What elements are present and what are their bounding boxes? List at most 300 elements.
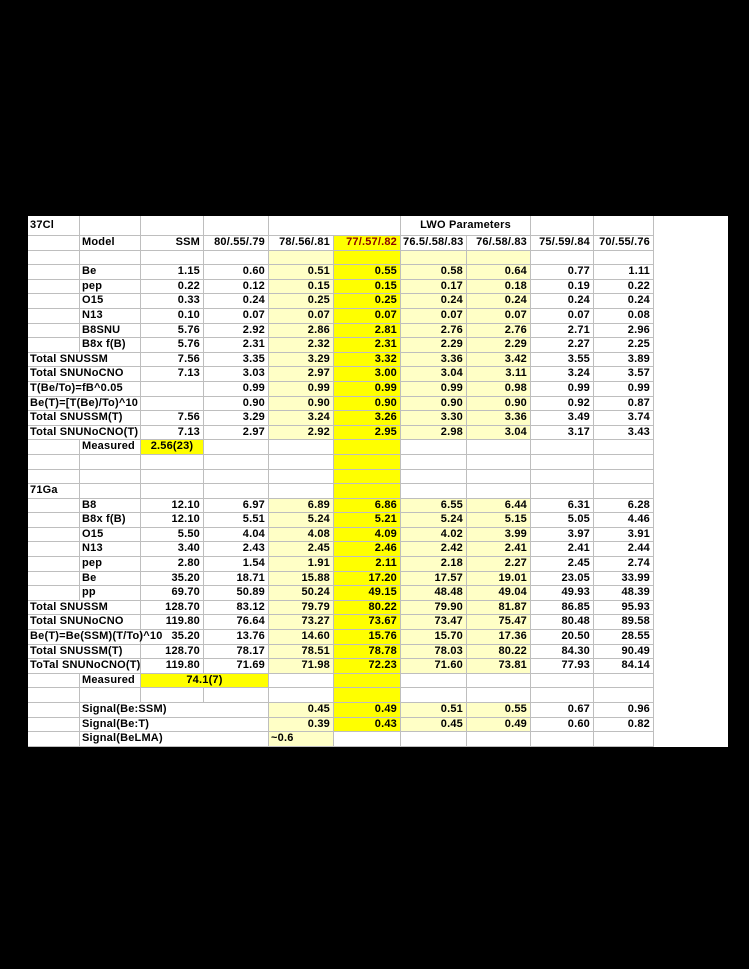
value-cell[interactable]: 73.81: [467, 659, 531, 674]
value-cell[interactable]: 17.36: [467, 630, 531, 645]
sheet-cell[interactable]: [28, 338, 80, 353]
sheet-cell[interactable]: [141, 688, 204, 703]
value-cell[interactable]: 71.69: [204, 659, 269, 674]
row-label[interactable]: [28, 426, 141, 441]
value-cell[interactable]: 2.97: [204, 426, 269, 441]
sheet-cell[interactable]: [467, 455, 531, 470]
value-cell[interactable]: 2.32: [269, 338, 334, 353]
value-cell[interactable]: 2.97: [269, 367, 334, 382]
value-cell[interactable]: 0.43: [334, 718, 401, 733]
sheet-cell[interactable]: [28, 455, 80, 470]
row-label[interactable]: O15: [80, 294, 141, 309]
sheet-cell[interactable]: [334, 470, 401, 485]
sheet-cell[interactable]: [28, 280, 80, 295]
sheet-cell[interactable]: [28, 251, 80, 266]
value-cell[interactable]: 0.07: [467, 309, 531, 324]
value-cell[interactable]: 71.98: [269, 659, 334, 674]
value-cell[interactable]: 3.29: [269, 353, 334, 368]
value-cell[interactable]: 3.36: [401, 353, 467, 368]
value-cell[interactable]: 2.80: [141, 557, 204, 572]
value-cell[interactable]: 2.18: [401, 557, 467, 572]
sheet-cell[interactable]: [467, 440, 531, 455]
sheet-cell[interactable]: [80, 470, 141, 485]
value-cell[interactable]: 5.50: [141, 528, 204, 543]
sheet-cell[interactable]: [594, 674, 654, 689]
value-cell[interactable]: 3.29: [204, 411, 269, 426]
sheet-cell[interactable]: [204, 251, 269, 266]
value-cell[interactable]: 2.45: [269, 542, 334, 557]
sheet-cell[interactable]: [594, 455, 654, 470]
sheet-cell[interactable]: [141, 251, 204, 266]
row-label[interactable]: B8x f(B): [80, 338, 141, 353]
sheet-cell[interactable]: [28, 499, 80, 514]
value-cell[interactable]: 0.49: [334, 703, 401, 718]
value-cell[interactable]: 14.60: [269, 630, 334, 645]
value-cell[interactable]: 0.17: [401, 280, 467, 295]
sheet-cell[interactable]: [141, 470, 204, 485]
sheet-cell[interactable]: [467, 674, 531, 689]
sheet-cell[interactable]: [28, 236, 80, 251]
value-cell[interactable]: 0.25: [334, 294, 401, 309]
row-label[interactable]: B8SNU: [80, 324, 141, 339]
value-cell[interactable]: 1.15: [141, 265, 204, 280]
section-label-37cl[interactable]: 37Cl: [28, 216, 80, 236]
measured-value[interactable]: 2.56(23): [141, 440, 204, 455]
sheet-cell[interactable]: [28, 586, 80, 601]
sheet-cell[interactable]: [467, 251, 531, 266]
value-cell[interactable]: 90.49: [594, 645, 654, 660]
value-cell[interactable]: 0.39: [269, 718, 334, 733]
value-cell[interactable]: 2.11: [334, 557, 401, 572]
value-cell[interactable]: 3.43: [594, 426, 654, 441]
value-cell[interactable]: 0.22: [141, 280, 204, 295]
value-cell[interactable]: 3.32: [334, 353, 401, 368]
value-cell[interactable]: 0.07: [401, 309, 467, 324]
value-cell[interactable]: 79.90: [401, 601, 467, 616]
value-cell[interactable]: 23.05: [531, 572, 594, 587]
value-cell[interactable]: 6.86: [334, 499, 401, 514]
value-cell[interactable]: 3.57: [594, 367, 654, 382]
sheet-cell[interactable]: [334, 251, 401, 266]
value-cell[interactable]: 95.93: [594, 601, 654, 616]
sheet-cell[interactable]: [401, 470, 467, 485]
value-cell[interactable]: 2.29: [401, 338, 467, 353]
value-cell[interactable]: 0.90: [467, 397, 531, 412]
sheet-cell[interactable]: [204, 470, 269, 485]
value-cell[interactable]: 128.70: [141, 601, 204, 616]
value-cell[interactable]: 6.97: [204, 499, 269, 514]
row-label[interactable]: [28, 411, 141, 426]
value-cell[interactable]: 0.07: [204, 309, 269, 324]
sheet-cell[interactable]: [141, 455, 204, 470]
sheet-cell[interactable]: [401, 674, 467, 689]
row-label[interactable]: Measured: [80, 674, 141, 689]
value-cell[interactable]: 73.47: [401, 615, 467, 630]
sheet-cell[interactable]: [141, 382, 204, 397]
value-cell[interactable]: 3.04: [467, 426, 531, 441]
value-cell[interactable]: 71.60: [401, 659, 467, 674]
sheet-cell[interactable]: [594, 688, 654, 703]
sheet-cell[interactable]: [594, 732, 654, 747]
value-cell[interactable]: 0.07: [531, 309, 594, 324]
value-cell[interactable]: 3.04: [401, 367, 467, 382]
section-label[interactable]: 71Ga: [28, 484, 80, 499]
value-cell[interactable]: 3.74: [594, 411, 654, 426]
sheet-cell[interactable]: [401, 440, 467, 455]
value-cell[interactable]: 0.99: [531, 382, 594, 397]
value-cell[interactable]: 13.76: [204, 630, 269, 645]
value-cell[interactable]: 3.97: [531, 528, 594, 543]
value-cell[interactable]: 4.09: [334, 528, 401, 543]
row-label[interactable]: O15: [80, 528, 141, 543]
value-cell[interactable]: 3.89: [594, 353, 654, 368]
value-cell[interactable]: 69.70: [141, 586, 204, 601]
value-cell[interactable]: 48.39: [594, 586, 654, 601]
value-cell[interactable]: 7.13: [141, 426, 204, 441]
value-cell[interactable]: 6.89: [269, 499, 334, 514]
value-cell[interactable]: 2.44: [594, 542, 654, 557]
row-label[interactable]: pp: [80, 586, 141, 601]
sheet-cell[interactable]: [594, 216, 654, 236]
value-cell[interactable]: 128.70: [141, 645, 204, 660]
sheet-cell[interactable]: [28, 572, 80, 587]
value-cell[interactable]: 0.51: [401, 703, 467, 718]
value-cell[interactable]: 0.18: [467, 280, 531, 295]
value-cell[interactable]: 48.48: [401, 586, 467, 601]
row-label[interactable]: pep: [80, 280, 141, 295]
value-cell[interactable]: 2.81: [334, 324, 401, 339]
value-cell[interactable]: 7.13: [141, 367, 204, 382]
sheet-cell[interactable]: [28, 557, 80, 572]
value-cell[interactable]: 76.64: [204, 615, 269, 630]
sheet-cell[interactable]: [531, 732, 594, 747]
value-cell[interactable]: 0.99: [401, 382, 467, 397]
column-header[interactable]: 76.5/.58/.83: [401, 236, 467, 251]
sheet-cell[interactable]: [334, 440, 401, 455]
value-cell[interactable]: 15.88: [269, 572, 334, 587]
sheet-cell[interactable]: [28, 542, 80, 557]
column-header[interactable]: SSM: [141, 236, 204, 251]
value-cell[interactable]: 49.04: [467, 586, 531, 601]
value-cell[interactable]: 2.86: [269, 324, 334, 339]
value-cell[interactable]: 0.51: [269, 265, 334, 280]
value-cell[interactable]: 4.08: [269, 528, 334, 543]
row-label[interactable]: N13: [80, 309, 141, 324]
value-cell[interactable]: 2.42: [401, 542, 467, 557]
value-cell[interactable]: 0.99: [334, 382, 401, 397]
row-label[interactable]: B8: [80, 499, 141, 514]
row-label[interactable]: Model: [80, 236, 141, 251]
sheet-cell[interactable]: [594, 440, 654, 455]
sheet-cell[interactable]: [141, 216, 204, 236]
sheet-cell[interactable]: [467, 732, 531, 747]
value-cell[interactable]: 5.24: [269, 513, 334, 528]
value-cell[interactable]: 3.36: [467, 411, 531, 426]
value-cell[interactable]: 3.24: [531, 367, 594, 382]
sheet-cell[interactable]: [28, 688, 80, 703]
value-cell[interactable]: 3.03: [204, 367, 269, 382]
sheet-cell[interactable]: [334, 688, 401, 703]
value-cell[interactable]: 2.27: [467, 557, 531, 572]
value-cell[interactable]: 2.41: [531, 542, 594, 557]
value-cell[interactable]: 0.24: [531, 294, 594, 309]
value-cell[interactable]: 5.76: [141, 324, 204, 339]
sheet-cell[interactable]: [28, 309, 80, 324]
row-label[interactable]: pep: [80, 557, 141, 572]
value-cell[interactable]: 18.71: [204, 572, 269, 587]
sheet-cell[interactable]: [204, 484, 269, 499]
value-cell[interactable]: 2.31: [204, 338, 269, 353]
value-cell[interactable]: 0.33: [141, 294, 204, 309]
value-cell[interactable]: 0.90: [269, 397, 334, 412]
sheet-cell[interactable]: [28, 440, 80, 455]
sheet-cell[interactable]: [80, 455, 141, 470]
value-cell[interactable]: 78.78: [334, 645, 401, 660]
value-cell[interactable]: 80.22: [334, 601, 401, 616]
value-cell[interactable]: 79.79: [269, 601, 334, 616]
sheet-cell[interactable]: [28, 294, 80, 309]
row-label[interactable]: [28, 659, 141, 674]
row-label[interactable]: Signal(Be:T): [80, 718, 269, 733]
row-label[interactable]: Measured: [80, 440, 141, 455]
sheet-cell[interactable]: [28, 732, 80, 747]
lwo-parameters-header[interactable]: LWO Parameters: [401, 216, 531, 236]
value-cell[interactable]: 15.70: [401, 630, 467, 645]
value-cell[interactable]: 3.00: [334, 367, 401, 382]
value-cell[interactable]: 78.17: [204, 645, 269, 660]
value-cell[interactable]: 28.55: [594, 630, 654, 645]
value-cell[interactable]: 3.91: [594, 528, 654, 543]
row-label[interactable]: Be(T)=Be(SSM)(T/To)^10: [28, 630, 141, 645]
sheet-cell[interactable]: [141, 484, 204, 499]
value-cell[interactable]: 0.92: [531, 397, 594, 412]
value-cell[interactable]: 5.76: [141, 338, 204, 353]
value-cell[interactable]: 5.24: [401, 513, 467, 528]
sheet-cell[interactable]: [401, 484, 467, 499]
sheet-cell[interactable]: [334, 455, 401, 470]
sheet-cell[interactable]: [141, 397, 204, 412]
value-cell[interactable]: 0.12: [204, 280, 269, 295]
column-header[interactable]: 76/.58/.83: [467, 236, 531, 251]
value-cell[interactable]: 0.45: [269, 703, 334, 718]
value-cell[interactable]: 3.24: [269, 411, 334, 426]
sheet-cell[interactable]: [531, 484, 594, 499]
value-cell[interactable]: 0.24: [401, 294, 467, 309]
column-header[interactable]: 75/.59/.84: [531, 236, 594, 251]
value-cell[interactable]: 2.25: [594, 338, 654, 353]
sheet-cell[interactable]: [594, 251, 654, 266]
value-cell[interactable]: 0.08: [594, 309, 654, 324]
sheet-cell[interactable]: [269, 688, 334, 703]
value-cell[interactable]: 2.41: [467, 542, 531, 557]
value-cell[interactable]: 84.30: [531, 645, 594, 660]
sheet-cell[interactable]: [531, 688, 594, 703]
sheet-cell[interactable]: [269, 251, 334, 266]
sheet-cell[interactable]: [80, 688, 141, 703]
value-cell[interactable]: 3.11: [467, 367, 531, 382]
row-label[interactable]: N13: [80, 542, 141, 557]
row-label[interactable]: Be(T)=[T(Be)/To)^10: [28, 397, 141, 412]
sheet-cell[interactable]: [28, 674, 80, 689]
sheet-cell[interactable]: [269, 484, 334, 499]
value-cell[interactable]: 0.90: [401, 397, 467, 412]
value-cell[interactable]: 78.51: [269, 645, 334, 660]
value-cell[interactable]: 7.56: [141, 353, 204, 368]
sheet-cell[interactable]: [269, 216, 401, 236]
row-label[interactable]: [28, 601, 141, 616]
value-cell[interactable]: 1.91: [269, 557, 334, 572]
value-cell[interactable]: 0.90: [334, 397, 401, 412]
value-cell[interactable]: 0.10: [141, 309, 204, 324]
value-cell[interactable]: 2.76: [467, 324, 531, 339]
value-cell[interactable]: 0.45: [401, 718, 467, 733]
value-cell[interactable]: 3.55: [531, 353, 594, 368]
sheet-cell[interactable]: [334, 674, 401, 689]
value-cell[interactable]: 5.15: [467, 513, 531, 528]
value-cell[interactable]: 77.93: [531, 659, 594, 674]
value-cell[interactable]: 0.07: [269, 309, 334, 324]
sheet-cell[interactable]: [467, 688, 531, 703]
value-cell[interactable]: 49.15: [334, 586, 401, 601]
sheet-cell[interactable]: [269, 455, 334, 470]
value-cell[interactable]: 17.20: [334, 572, 401, 587]
sheet-cell[interactable]: [467, 470, 531, 485]
value-cell[interactable]: 75.47: [467, 615, 531, 630]
sheet-cell[interactable]: [28, 265, 80, 280]
sheet-cell[interactable]: [204, 440, 269, 455]
sheet-cell[interactable]: [467, 484, 531, 499]
value-cell[interactable]: 0.90: [204, 397, 269, 412]
value-cell[interactable]: 0.98: [467, 382, 531, 397]
value-cell[interactable]: 3.99: [467, 528, 531, 543]
value-cell[interactable]: 2.74: [594, 557, 654, 572]
value-cell[interactable]: 81.87: [467, 601, 531, 616]
row-label[interactable]: [28, 353, 141, 368]
column-header[interactable]: 78/.56/.81: [269, 236, 334, 251]
sheet-cell[interactable]: [531, 440, 594, 455]
sheet-cell[interactable]: [269, 470, 334, 485]
value-cell[interactable]: 3.26: [334, 411, 401, 426]
measured-value[interactable]: 74.1(7): [141, 674, 269, 689]
column-header[interactable]: 80/.55/.79: [204, 236, 269, 251]
value-cell[interactable]: 50.24: [269, 586, 334, 601]
value-cell[interactable]: 4.46: [594, 513, 654, 528]
value-cell[interactable]: 0.67: [531, 703, 594, 718]
value-cell[interactable]: 0.55: [467, 703, 531, 718]
sheet-cell[interactable]: [204, 216, 269, 236]
value-cell[interactable]: 4.04: [204, 528, 269, 543]
value-cell[interactable]: 4.02: [401, 528, 467, 543]
value-cell[interactable]: 3.49: [531, 411, 594, 426]
sheet-cell[interactable]: [401, 732, 467, 747]
sheet-cell[interactable]: [531, 674, 594, 689]
value-cell[interactable]: 12.10: [141, 513, 204, 528]
value-cell[interactable]: 0.87: [594, 397, 654, 412]
value-cell[interactable]: 2.71: [531, 324, 594, 339]
row-label[interactable]: [28, 367, 141, 382]
row-label[interactable]: Signal(Be:SSM): [80, 703, 269, 718]
value-cell[interactable]: 2.46: [334, 542, 401, 557]
sheet-cell[interactable]: [334, 732, 401, 747]
value-cell[interactable]: 3.30: [401, 411, 467, 426]
row-label[interactable]: T(Be/To)=fB^0.05: [28, 382, 141, 397]
row-label[interactable]: [28, 615, 141, 630]
value-cell[interactable]: 0.64: [467, 265, 531, 280]
value-cell[interactable]: 1.54: [204, 557, 269, 572]
row-label[interactable]: Signal(BeLMA): [80, 732, 269, 747]
value-cell[interactable]: 3.42: [467, 353, 531, 368]
value-cell[interactable]: 0.24: [594, 294, 654, 309]
value-cell[interactable]: 0.24: [467, 294, 531, 309]
value-cell[interactable]: 2.31: [334, 338, 401, 353]
value-cell[interactable]: 2.29: [467, 338, 531, 353]
value-cell[interactable]: 0.19: [531, 280, 594, 295]
sheet-cell[interactable]: [594, 470, 654, 485]
value-cell[interactable]: 6.44: [467, 499, 531, 514]
sheet-cell[interactable]: [401, 688, 467, 703]
column-header[interactable]: 70/.55/.76: [594, 236, 654, 251]
row-label[interactable]: Be: [80, 572, 141, 587]
row-label[interactable]: [28, 645, 141, 660]
sheet-cell[interactable]: [28, 513, 80, 528]
sheet-cell[interactable]: [401, 251, 467, 266]
value-cell[interactable]: 73.67: [334, 615, 401, 630]
sheet-cell[interactable]: [204, 688, 269, 703]
value-cell[interactable]: 89.58: [594, 615, 654, 630]
sheet-cell[interactable]: [531, 455, 594, 470]
value-cell[interactable]: 80.22: [467, 645, 531, 660]
sheet-cell[interactable]: [80, 216, 141, 236]
value-cell[interactable]: 5.05: [531, 513, 594, 528]
value-cell[interactable]: 15.76: [334, 630, 401, 645]
sheet-cell[interactable]: [334, 484, 401, 499]
value-cell[interactable]: 119.80: [141, 615, 204, 630]
sheet-cell[interactable]: [531, 216, 594, 236]
value-cell[interactable]: 2.92: [269, 426, 334, 441]
sheet-cell[interactable]: [80, 484, 141, 499]
value-cell[interactable]: 2.98: [401, 426, 467, 441]
value-cell[interactable]: 2.95: [334, 426, 401, 441]
value-cell[interactable]: 5.51: [204, 513, 269, 528]
value-cell[interactable]: 6.55: [401, 499, 467, 514]
column-header[interactable]: 77/.57/.82: [334, 236, 401, 251]
value-cell[interactable]: 119.80: [141, 659, 204, 674]
sheet-cell[interactable]: [28, 470, 80, 485]
value-cell[interactable]: 0.99: [269, 382, 334, 397]
value-cell[interactable]: 12.10: [141, 499, 204, 514]
value-cell[interactable]: 0.99: [594, 382, 654, 397]
sheet-cell[interactable]: [28, 528, 80, 543]
value-cell[interactable]: 2.92: [204, 324, 269, 339]
value-cell[interactable]: 50.89: [204, 586, 269, 601]
value-cell[interactable]: 0.25: [269, 294, 334, 309]
value-cell[interactable]: 0.58: [401, 265, 467, 280]
value-cell[interactable]: 83.12: [204, 601, 269, 616]
value-cell[interactable]: 84.14: [594, 659, 654, 674]
value-cell[interactable]: 17.57: [401, 572, 467, 587]
value-cell[interactable]: 19.01: [467, 572, 531, 587]
value-cell[interactable]: 33.99: [594, 572, 654, 587]
value-cell[interactable]: 0.60: [204, 265, 269, 280]
value-cell[interactable]: 6.28: [594, 499, 654, 514]
sheet-cell[interactable]: [80, 251, 141, 266]
value-cell[interactable]: 2.76: [401, 324, 467, 339]
value-cell[interactable]: 0.24: [204, 294, 269, 309]
value-cell[interactable]: 2.96: [594, 324, 654, 339]
value-cell[interactable]: 78.03: [401, 645, 467, 660]
sheet-cell[interactable]: [594, 484, 654, 499]
value-cell[interactable]: 6.31: [531, 499, 594, 514]
